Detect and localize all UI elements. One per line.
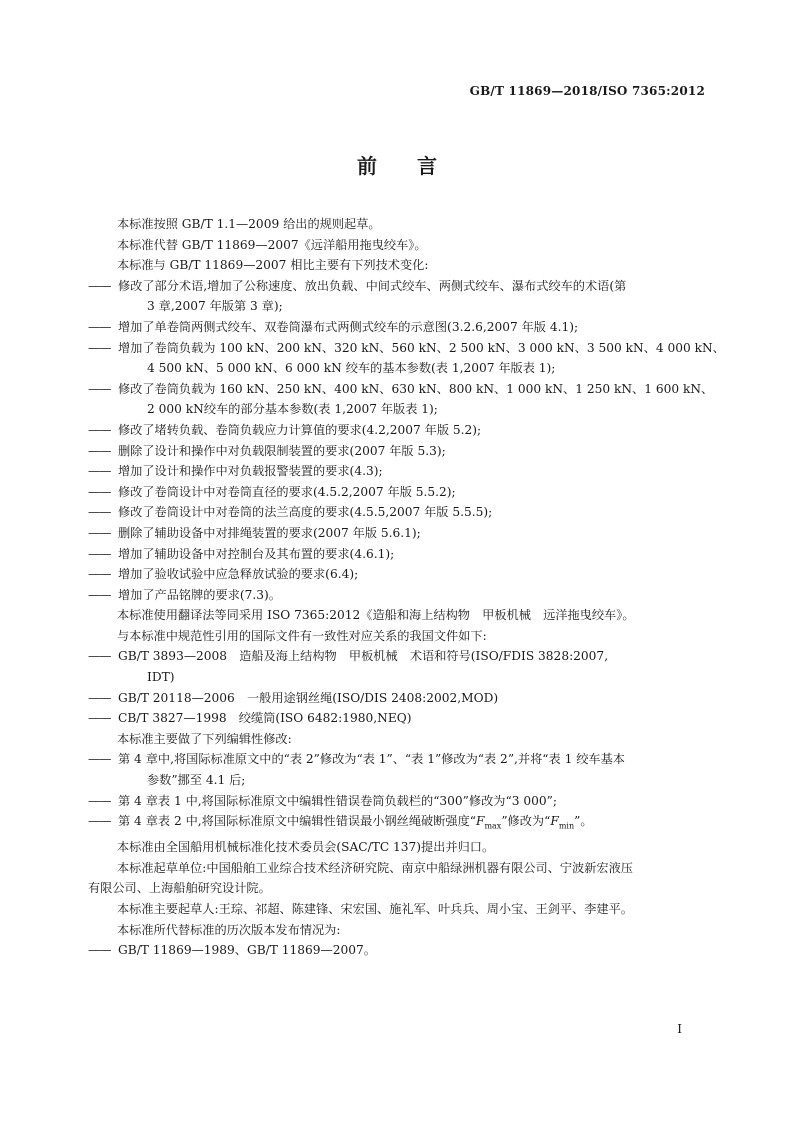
list-item: —— 增加了单卷筒两侧式绞车、双卷筒瀑布式两侧式绞车的示意图(3.2.6,2007 年版 4.1);	[88, 317, 707, 338]
paragraph-line: 本标准主要做了下列编辑性修改:	[117, 731, 292, 746]
standard-code-header: GB/T 11869—2018/ISO 7365:2012	[469, 84, 705, 98]
list-item: —— 修改了堵转负载、卷筒负载应力计算值的要求(4.2,2007 年版 5.2);	[88, 420, 707, 441]
paragraph-line: 本标准所代替标准的历次版本发布情况为:	[117, 922, 341, 937]
fmax-symbol: F	[475, 814, 485, 829]
list-item: —— GB/T 11869—1989、GB/T 11869—2007。	[88, 940, 707, 961]
fmax-subscript: max	[484, 821, 502, 831]
paragraph-line: 本标准按照 GB/T 1.1—2009 给出的规则起草。	[117, 217, 381, 231]
list-item: —— GB/T 3893—2008 造船及海上结构物 甲板机械 术语和符号(ISO/FDIS 3828:2007,	[88, 646, 707, 667]
list-item: —— CB/T 3827—1998 绞缆筒(ISO 6482:1980,NEQ)	[88, 708, 707, 729]
paragraph-line: 本标准由全国船用机械标准化技术委员会(SAC/TC 137)提出并归口。	[117, 840, 495, 855]
page-title: 前言	[357, 154, 477, 178]
list-item: —— 增加了设计和操作中对负载报警装置的要求(4.3);	[88, 461, 707, 482]
list-item: —— 增加了产品铭牌的要求(7.3)。	[88, 585, 707, 606]
fmin-symbol: F	[550, 814, 559, 829]
list-item: —— 修改了卷筒负载为 160 kN、250 kN、400 kN、630 kN、800 kN、1 000 kN、1 250 kN、1 600 kN、	[88, 379, 707, 400]
text-segment: ”。	[574, 814, 593, 829]
list-item: —— 删除了设计和操作中对负载限制装置的要求(2007 年版 5.3);	[88, 441, 707, 462]
list-item: —— 增加了辅助设备中对控制台及其布置的要求(4.6.1);	[88, 544, 707, 565]
paragraph-line: 本标准起草单位:中国船舶工业综合技术经济研究院、南京中船绿洲机器有限公司、宁波新宏液压	[117, 860, 633, 875]
paragraph-line: 本标准代替 GB/T 11869—2007《远洋船用拖曳绞车》。	[117, 237, 427, 252]
paragraph-line: 本标准主要起草人:王琮、祁超、陈建锋、宋宏国、施礼军、叶兵兵、周小宝、王剑平、李建平。	[117, 902, 633, 917]
page-number: I	[677, 1022, 682, 1036]
list-item-continuation: 2 000 kN绞车的部分基本参数(表 1,2007 年版表 1);	[147, 402, 438, 417]
paragraph-line: 与本标准中规范性引用的国际文件有一致性对应关系的我国文件如下:	[117, 628, 487, 643]
list-item: —— 删除了辅助设备中对排绳装置的要求(2007 年版 5.6.1);	[88, 523, 707, 544]
text-segment: ”修改为“	[501, 814, 551, 829]
list-item	[88, 811, 707, 837]
list-item-continuation: 3 章,2007 年版第 3 章);	[147, 299, 283, 314]
list-item-continuation: IDT)	[147, 670, 175, 685]
paragraph-line: 本标准与 GB/T 11869—2007 相比主要有下列技术变化:	[117, 258, 429, 273]
foreword-body	[88, 214, 725, 961]
list-item: —— 增加了卷筒负载为 100 kN、200 kN、320 kN、560 kN、2 500 kN、3 000 kN、3 500 kN、4 000 kN、	[88, 338, 707, 359]
list-item: —— 第 4 章表 1 中,将国际标准原文中编辑性错误卷筒负载栏的“300”修改为“3 000”;	[88, 791, 707, 812]
list-item-continuation: 参数”挪至 4.1 后;	[147, 773, 246, 788]
paragraph-continuation: 有限公司、上海船舶研究设计院。	[88, 881, 271, 896]
list-item: —— 第 4 章中,将国际标准原文中的“表 2”修改为“表 1”、“表 1”修改为“表 2”,并将“表 1 绞车基本	[88, 749, 707, 770]
list-item-continuation: 4 500 kN、5 000 kN、6 000 kN 绞车的基本参数(表 1,2007 年版表 1);	[147, 361, 556, 376]
text-segment: 第 4 章表 2 中,将国际标准原文中编辑性错误最小钢丝绳破断强度“	[118, 814, 476, 829]
list-item: —— 增加了验收试验中应急释放试验的要求(6.4);	[88, 564, 707, 585]
paragraph-line: 本标准使用翻译法等同采用 ISO 7365:2012《造船和海上结构物 甲板机械 远洋拖曳绞车》。	[117, 608, 635, 623]
list-item: —— 修改了部分术语,增加了公称速度、放出负载、中间式绞车、两侧式绞车、瀑布式绞车的术语(第	[88, 276, 707, 297]
list-item: —— 修改了卷筒设计中对卷筒的法兰高度的要求(4.5.5,2007 年版 5.5.5);	[88, 502, 707, 523]
fmin-subscript: min	[558, 821, 575, 831]
list-item: —— 修改了卷筒设计中对卷筒直径的要求(4.5.2,2007 年版 5.5.2);	[88, 482, 707, 503]
list-item: —— GB/T 20118—2006 一般用途钢丝绳(ISO/DIS 2408:2002,MOD)	[88, 688, 707, 709]
